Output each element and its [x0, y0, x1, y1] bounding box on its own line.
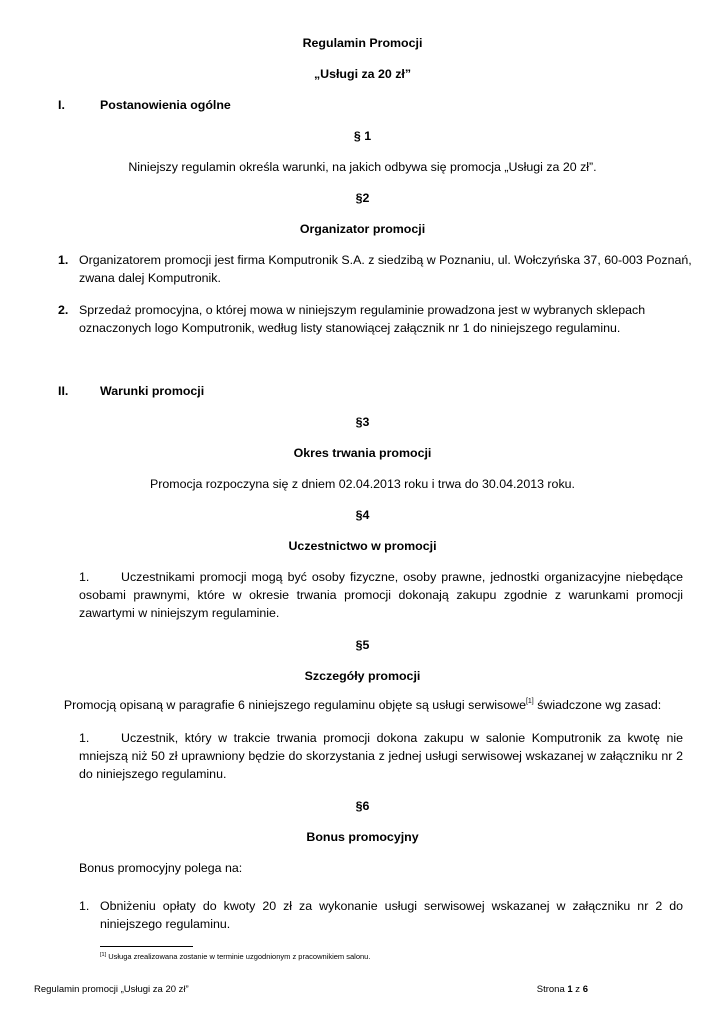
footnote [100, 952, 370, 962]
list-item-number: 1. [58, 253, 69, 267]
paragraph-1-text: Niniejszy regulamin określa warunki, na jakich odbywa się promocja „Usługi za 20 zł”. [128, 160, 597, 174]
footnote-divider [100, 946, 193, 947]
section-2-heading: Warunki promocji [100, 384, 205, 398]
paragraph-5-heading: Szczegóły promocji [304, 669, 421, 683]
paragraph-1-mark: § 1 [353, 129, 372, 143]
text-line: Organizatorem promocji jest firma Komputronik S.A. z siedzibą w Poznaniu, ul. Wołczyńska 37, 60-003 Poznań, [79, 253, 692, 267]
footer-title: Regulamin promocji „Usługi za 20 zł” [34, 984, 189, 995]
paragraph-5-mark: §5 [355, 638, 370, 652]
paragraph-6-mark: §6 [355, 799, 370, 813]
document-subtitle: „Usługi za 20 zł” [313, 67, 412, 81]
section-2-number: II. [58, 384, 69, 398]
paragraph-6-intro: Bonus promocyjny polega na: [79, 861, 243, 875]
list-item-number: 1. [79, 570, 90, 584]
text-line: osobami prawnymi, które w okresie trwania promocji dokonają zakupu zgodnie z warunkami promocji [79, 588, 683, 602]
paragraph-3-heading: Okres trwania promocji [293, 446, 432, 460]
footnote-text: Usługa zrealizowana zostanie w terminie uzgodnionym z pracownikiem salonu. [106, 952, 371, 961]
list-item-text [79, 301, 683, 337]
document-title: Regulamin Promocji [302, 36, 423, 50]
list-item-text [79, 729, 683, 783]
list-item-number: 1. [79, 899, 90, 913]
list-item-number: 2. [58, 303, 69, 317]
section-1-number: I. [58, 98, 65, 112]
text-line: Uczestnikami promocji mogą być osoby fizyczne, osoby prawne, jednostki organizacyjne niebędące [121, 570, 683, 584]
paragraph-2-mark: §2 [355, 191, 370, 205]
text-line: Sprzedaż promocyjna, o której mowa w niniejszym regulaminie prowadzona jest w wybranych sklepach [79, 303, 646, 317]
list-item-number: 1. [79, 731, 90, 745]
text-line: Obniżeniu opłaty do kwoty 20 zł za wykonanie usługi serwisowej wskazanej w załączniku nr 2 do [100, 899, 683, 913]
footnote-reference[interactable]: [1] [525, 698, 534, 705]
paragraph-3-mark: §3 [355, 415, 370, 429]
text-line: do niniejszego regulaminu. [79, 767, 227, 781]
list-item-text [79, 251, 692, 287]
list-item-text [79, 568, 683, 622]
text-line: oznaczonych logo Komputronik, według listy stanowiącej załącznik nr 1 do niniejszego regulaminu. [79, 321, 621, 335]
page-total: 6 [582, 984, 588, 995]
paragraph-2-heading: Organizator promocji [299, 222, 426, 236]
section-1-heading: Postanowienia ogólne [100, 98, 231, 112]
intro-text: świadczone wg zasad: [533, 698, 662, 712]
page-current: 1 [567, 984, 573, 995]
paragraph-3-text: Promocja rozpoczyna się z dniem 02.04.2013 roku i trwa do 30.04.2013 roku. [150, 477, 575, 491]
paragraph-4-heading: Uczestnictwo w promocji [288, 539, 437, 553]
footnote-marker: [1] [100, 952, 107, 958]
page-label: Strona [536, 984, 568, 995]
paragraph-4-mark: §4 [355, 508, 370, 522]
text-line: zawartymi w niniejszym regulaminie. [79, 606, 280, 620]
text-line: zwana dalej Komputronik. [79, 271, 221, 285]
intro-text: Promocją opisaną w paragrafie 6 niniejszego regulaminu objęte są usługi serwisowe [63, 698, 526, 712]
text-line: niniejszego regulaminu. [100, 917, 231, 931]
text-line: mniejszą niż 50 zł uprawniony będzie do skorzystania z jednej usługi serwisowej wskazanej w załączniku nr 2 [79, 749, 683, 763]
page-separator: z [572, 984, 583, 995]
text-line: Uczestnik, który w trakcie trwania promocji dokona zakupu w salonie Komputronik za kwotę nie [121, 731, 683, 745]
footer-page-number [537, 984, 588, 996]
paragraph-6-heading: Bonus promocyjny [306, 830, 419, 844]
paragraph-5-intro [0, 696, 725, 714]
list-item-text [100, 897, 683, 933]
